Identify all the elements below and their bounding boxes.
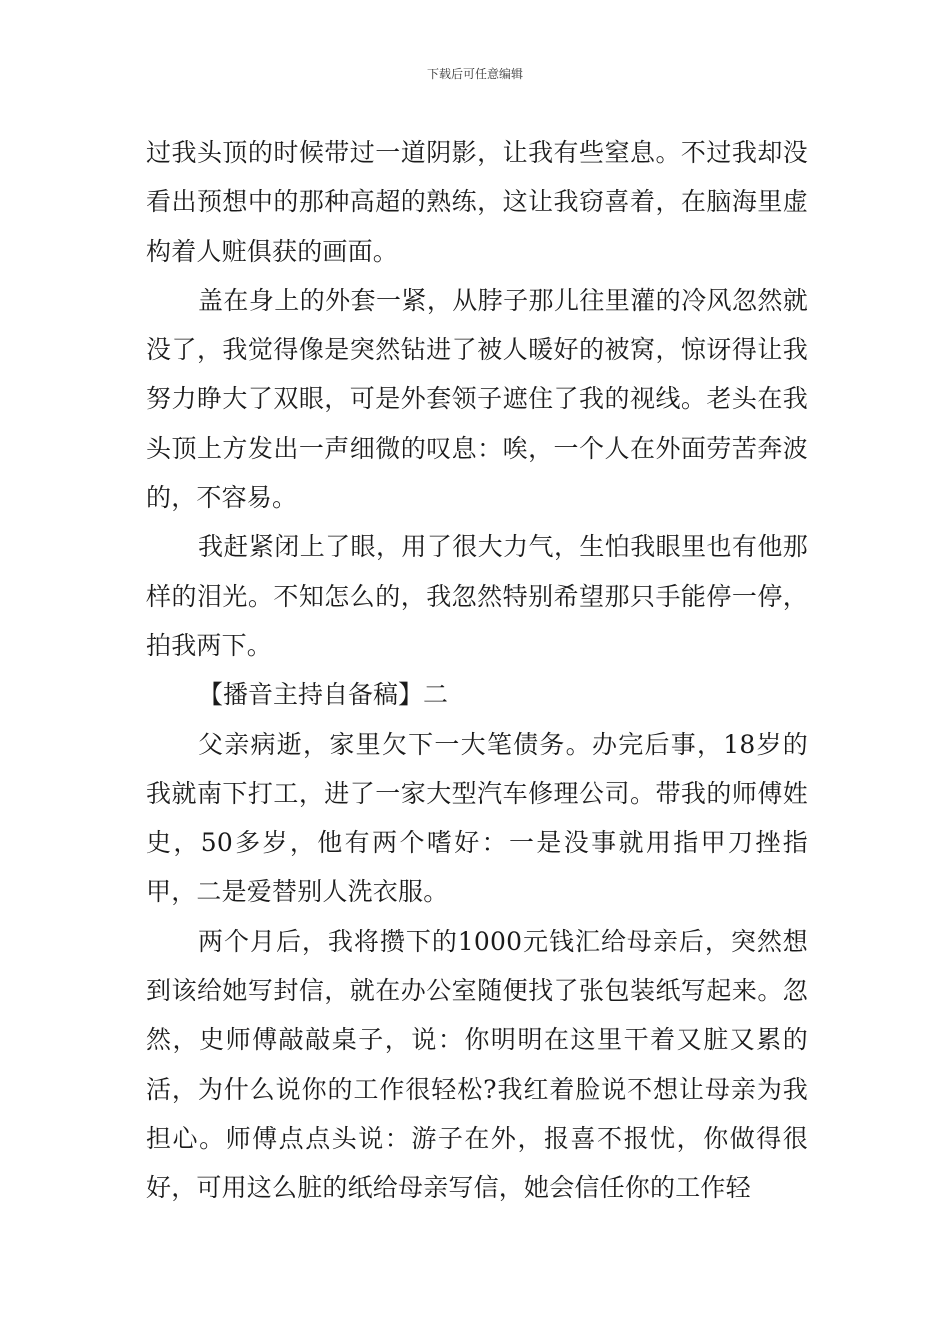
paragraph-2: 盖在身上的外套一紧，从脖子那儿往里灌的冷风忽然就没了，我觉得像是突然钻进了被人暖好的被窝，惊讶得让我努力睁大了双眼，可是外套领子遮住了我的视线。老头在我头顶上方发出一声细微的叹息：唉，一个人在外面劳苦奔波的，不容易。 [146, 285, 808, 513]
paragraph-3: 我赶紧闭上了眼，用了很大力气，生怕我眼里也有他那样的泪光。不知怎么的，我忽然特别希望那只手能停一停，拍我两下。 [146, 532, 808, 660]
document-body [146, 128, 808, 1213]
paragraph-5: 两个月后，我将攒下的1000元钱汇给母亲后，突然想到该给她写封信，就在办公室随便找了张包装纸写起来。忽然，史师傅敲敲桌子，说：你明明在这里干着又脏又累的活，为什么说你的工作很轻松?我红着脸说不想让母亲为我担心。师傅点点头说：游子在外，报喜不报忧，你做得很好，可用这么脏的纸给母亲写信，她会信任你的工作轻 [146, 926, 808, 1203]
paragraph-1: 过我头顶的时候带过一道阴影，让我有些窒息。不过我却没看出预想中的那种高超的熟练，这让我窃喜着，在脑海里虚构着人赃俱获的画面。 [146, 138, 808, 266]
section-title: 【播音主持自备稿】二 [198, 680, 449, 710]
page-header: 下载后可任意编辑 [426, 67, 523, 81]
paragraph-4: 父亲病逝，家里欠下一大笔债务。办完后事，18岁的我就南下打工，进了一家大型汽车修理公司。带我的师傅姓史，50多岁，他有两个嗜好：一是没事就用指甲刀挫指甲，二是爱替别人洗衣服。 [146, 729, 808, 907]
